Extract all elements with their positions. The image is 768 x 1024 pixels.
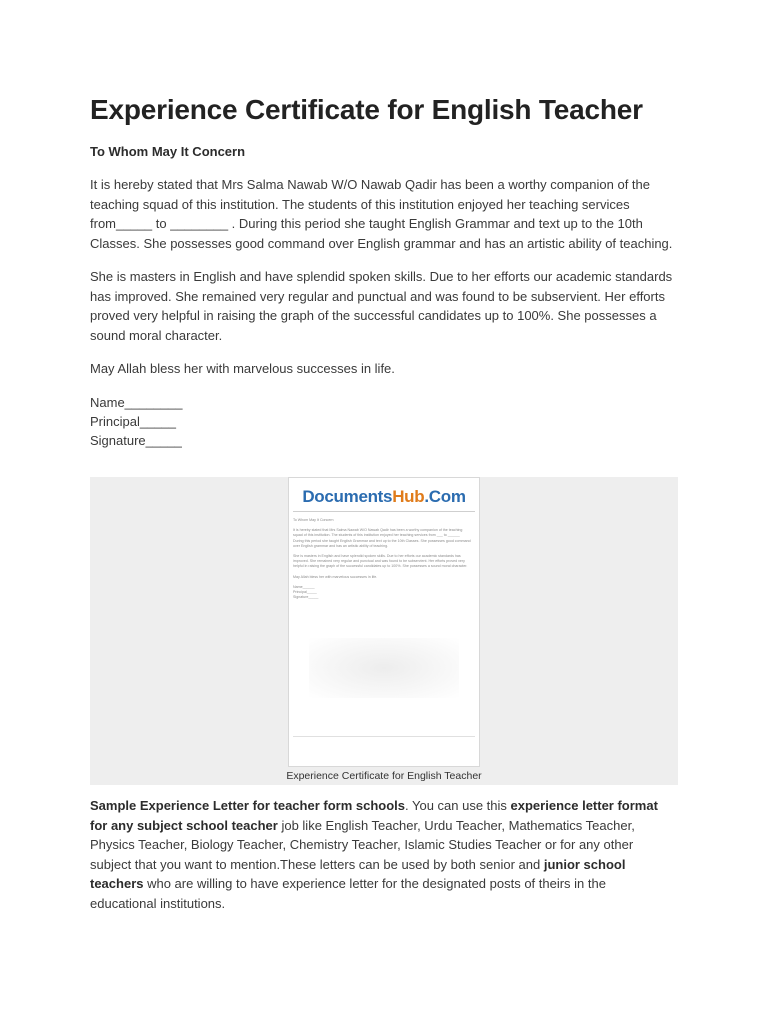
thumb-footer-divider: [293, 736, 475, 737]
closing-bold-1: Sample Experience Letter for teacher form schools: [90, 798, 405, 813]
signature-line: Signature_____: [90, 432, 182, 448]
paragraph-intro: It is hereby stated that Mrs Salma Nawab W/O Nawab Qadir has been a worthy companion of the teaching squad of this institution. The students of this institution enjoyed her teaching services from_____ to ________ . During this period she taught English Grammar and text up to the 10th Classes. She possesses good command over English grammar and has an artistic ability of teaching.: [90, 177, 673, 251]
watermark: [309, 638, 459, 698]
thumb-line: helpful in raising the graph of the successful candidates up to 100%. She possesses a sound moral character.: [293, 564, 468, 569]
thumb-letter-text: [289, 512, 479, 600]
principal-line: Principal_____: [90, 413, 177, 429]
certificate-article: [90, 88, 680, 450]
sample-document-image[interactable]: [288, 477, 480, 767]
documentshub-logo: DocumentsHub.Com: [302, 487, 466, 506]
page-title: Experience Certificate for English Teacher: [90, 94, 643, 125]
closing-paragraph: Sample Experience Letter for teacher form schools. You can use this experience letter format for any subject school teacher job like English Teacher, Urdu Teacher, Mathematics Teacher, Physics Teacher, Biology Teacher, Chemistry Teacher, Islamic Studies Teacher or for any other subject that you want to mention.These letters can be used by both senior and junior school teachers who are willing to have experience letter for the designated posts of theirs in the educational institutions.: [90, 798, 658, 911]
closing-bold-2: experience letter format for any subject school teacher: [90, 798, 658, 833]
paragraph-blessing: May Allah bless her with marvelous successes in life.: [90, 361, 395, 376]
signature-block: [90, 393, 680, 450]
thumb-sig-line: Name______: [293, 584, 315, 589]
name-line: Name________: [90, 394, 183, 410]
thumb-line: During this period she taught English Grammar and text up to the 10th Classes. She possesses good command: [293, 538, 471, 543]
thumb-line: over English grammar and has an artistic ability of teaching.: [293, 543, 389, 548]
thumb-sig-line: Signature_____: [293, 595, 319, 600]
figure-caption: Experience Certificate for English Teacher: [286, 770, 482, 782]
salutation: To Whom May It Concern: [90, 144, 246, 159]
thumb-line: She is masters in English and have splendid spoken skills. Due to her efforts our academic standards has: [293, 554, 461, 559]
thumb-line: improved. She remained very regular and punctual and was found to be subservient. Her efforts proved very: [293, 559, 465, 564]
thumb-line: It is hereby stated that Mrs Salma Nawab W/O Nawab Qadir has been a worthy companion of the teaching: [293, 528, 463, 533]
paragraph-skills: She is masters in English and have splendid spoken skills. Due to her efforts our academic standards has improved. She remained very regular and punctual and was found to be subservient. Her efforts proved very helpful in raising the graph of the successful candidates up to 100%. She possesses a sound moral character.: [90, 269, 673, 343]
thumb-sig-line: Principal_____: [293, 590, 317, 595]
sample-figure: [90, 477, 678, 785]
closing-bold-3: junior school teachers: [90, 856, 626, 891]
thumb-salutation: To Whom May It Concern: [293, 518, 334, 522]
thumb-line: squad of this institution. The students of this institution enjoyed her teaching services from ___ to ______: [293, 533, 460, 538]
thumb-line: May Allah bless her with marvelous successes in life.: [293, 574, 378, 579]
